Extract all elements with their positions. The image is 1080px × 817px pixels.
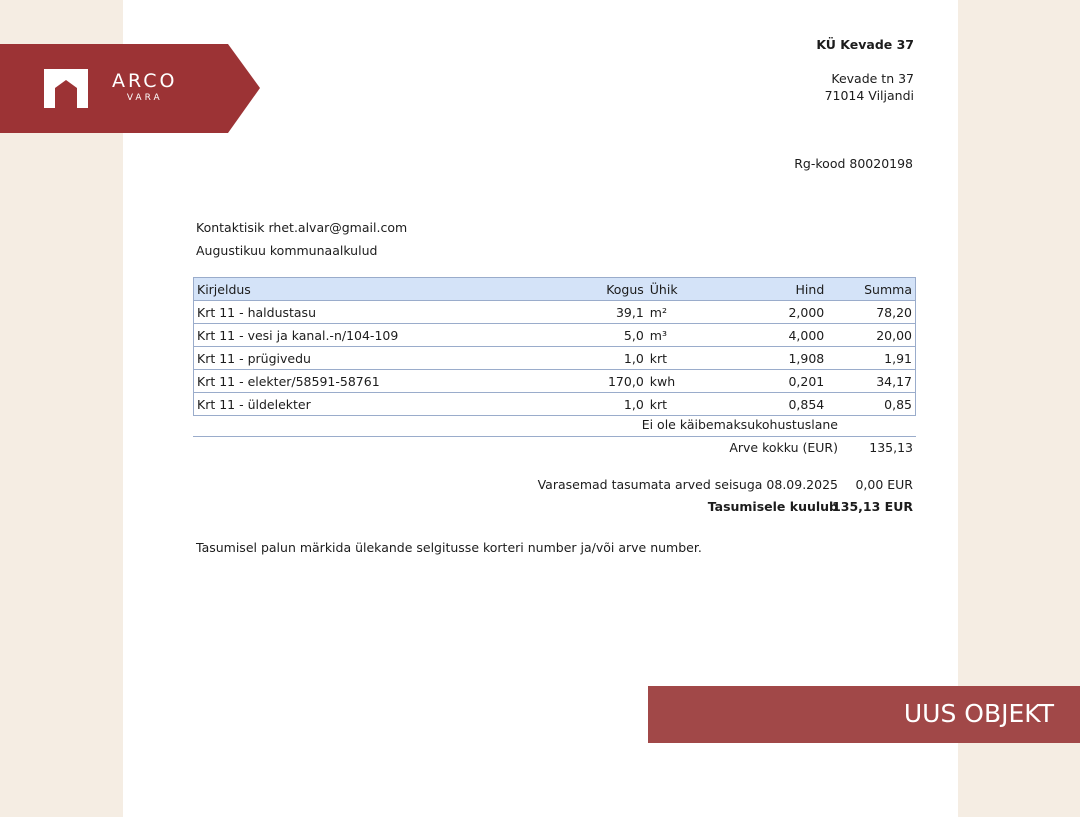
company-street: Kevade tn 37 [831, 71, 914, 86]
header-description: Kirjeldus [194, 278, 578, 301]
row-price: 1,908 [709, 347, 827, 370]
table-row [194, 301, 916, 324]
new-object-label: UUS OBJEKT [903, 699, 1054, 728]
table-row [194, 347, 916, 370]
row-unit: krt [647, 393, 709, 416]
row-unit: kwh [647, 370, 709, 393]
row-sum: 1,91 [827, 347, 915, 370]
invoice-subject: Augustikuu kommunaalkulud [196, 243, 378, 258]
invoice-table [193, 277, 916, 416]
row-sum: 78,20 [827, 301, 915, 324]
brand-wordmark [112, 70, 177, 104]
row-price: 2,000 [709, 301, 827, 324]
payment-note: Tasumisel palun märkida ülekande selgitusse korteri number ja/või arve number. [196, 540, 702, 555]
row-price: 4,000 [709, 324, 827, 347]
brand-logo-banner [0, 44, 260, 133]
row-description: Krt 11 - prügivedu [194, 347, 578, 370]
row-quantity: 1,0 [577, 347, 646, 370]
new-object-banner [648, 686, 1080, 743]
row-quantity: 5,0 [577, 324, 646, 347]
table-row [194, 393, 916, 416]
company-name: KÜ Kevade 37 [816, 37, 914, 52]
header-price: Hind [709, 278, 827, 301]
table-row [194, 324, 916, 347]
row-description: Krt 11 - vesi ja kanal.-n/104-109 [194, 324, 578, 347]
brand-name: ARCO [112, 70, 178, 92]
row-price: 0,201 [709, 370, 827, 393]
header-sum: Summa [827, 278, 915, 301]
row-quantity: 1,0 [577, 393, 646, 416]
table-header-row [194, 278, 916, 301]
vat-note: Ei ole käibemaksukohustuslane [641, 417, 838, 432]
company-reg-code: Rg-kood 80020198 [794, 156, 913, 171]
divider [193, 436, 916, 437]
row-quantity: 170,0 [577, 370, 646, 393]
row-price: 0,854 [709, 393, 827, 416]
header-quantity: Kogus [577, 278, 646, 301]
table-row [194, 370, 916, 393]
total-label: Arve kokku (EUR) [729, 440, 838, 455]
header-unit: Ühik [647, 278, 709, 301]
row-unit: m² [647, 301, 709, 324]
previous-unpaid-label: Varasemad tasumata arved seisuga 08.09.2025 [537, 477, 838, 492]
brand-subname: VARA [126, 93, 163, 103]
previous-unpaid-value: 0,00 EUR [855, 477, 913, 492]
row-quantity: 39,1 [577, 301, 646, 324]
company-city: 71014 Viljandi [824, 88, 914, 103]
row-sum: 34,17 [827, 370, 915, 393]
row-description: Krt 11 - üldelekter [194, 393, 578, 416]
row-description: Krt 11 - haldustasu [194, 301, 578, 324]
amount-due-value: 135,13 EUR [832, 499, 913, 514]
amount-due-label: Tasumisele kuulub [707, 499, 838, 514]
row-sum: 0,85 [827, 393, 915, 416]
contact-person: Kontaktisik rhet.alvar@gmail.com [196, 220, 408, 235]
row-unit: krt [647, 347, 709, 370]
row-unit: m³ [647, 324, 709, 347]
total-value: 135,13 [869, 440, 913, 455]
row-description: Krt 11 - elekter/58591-58761 [194, 370, 578, 393]
row-sum: 20,00 [827, 324, 915, 347]
